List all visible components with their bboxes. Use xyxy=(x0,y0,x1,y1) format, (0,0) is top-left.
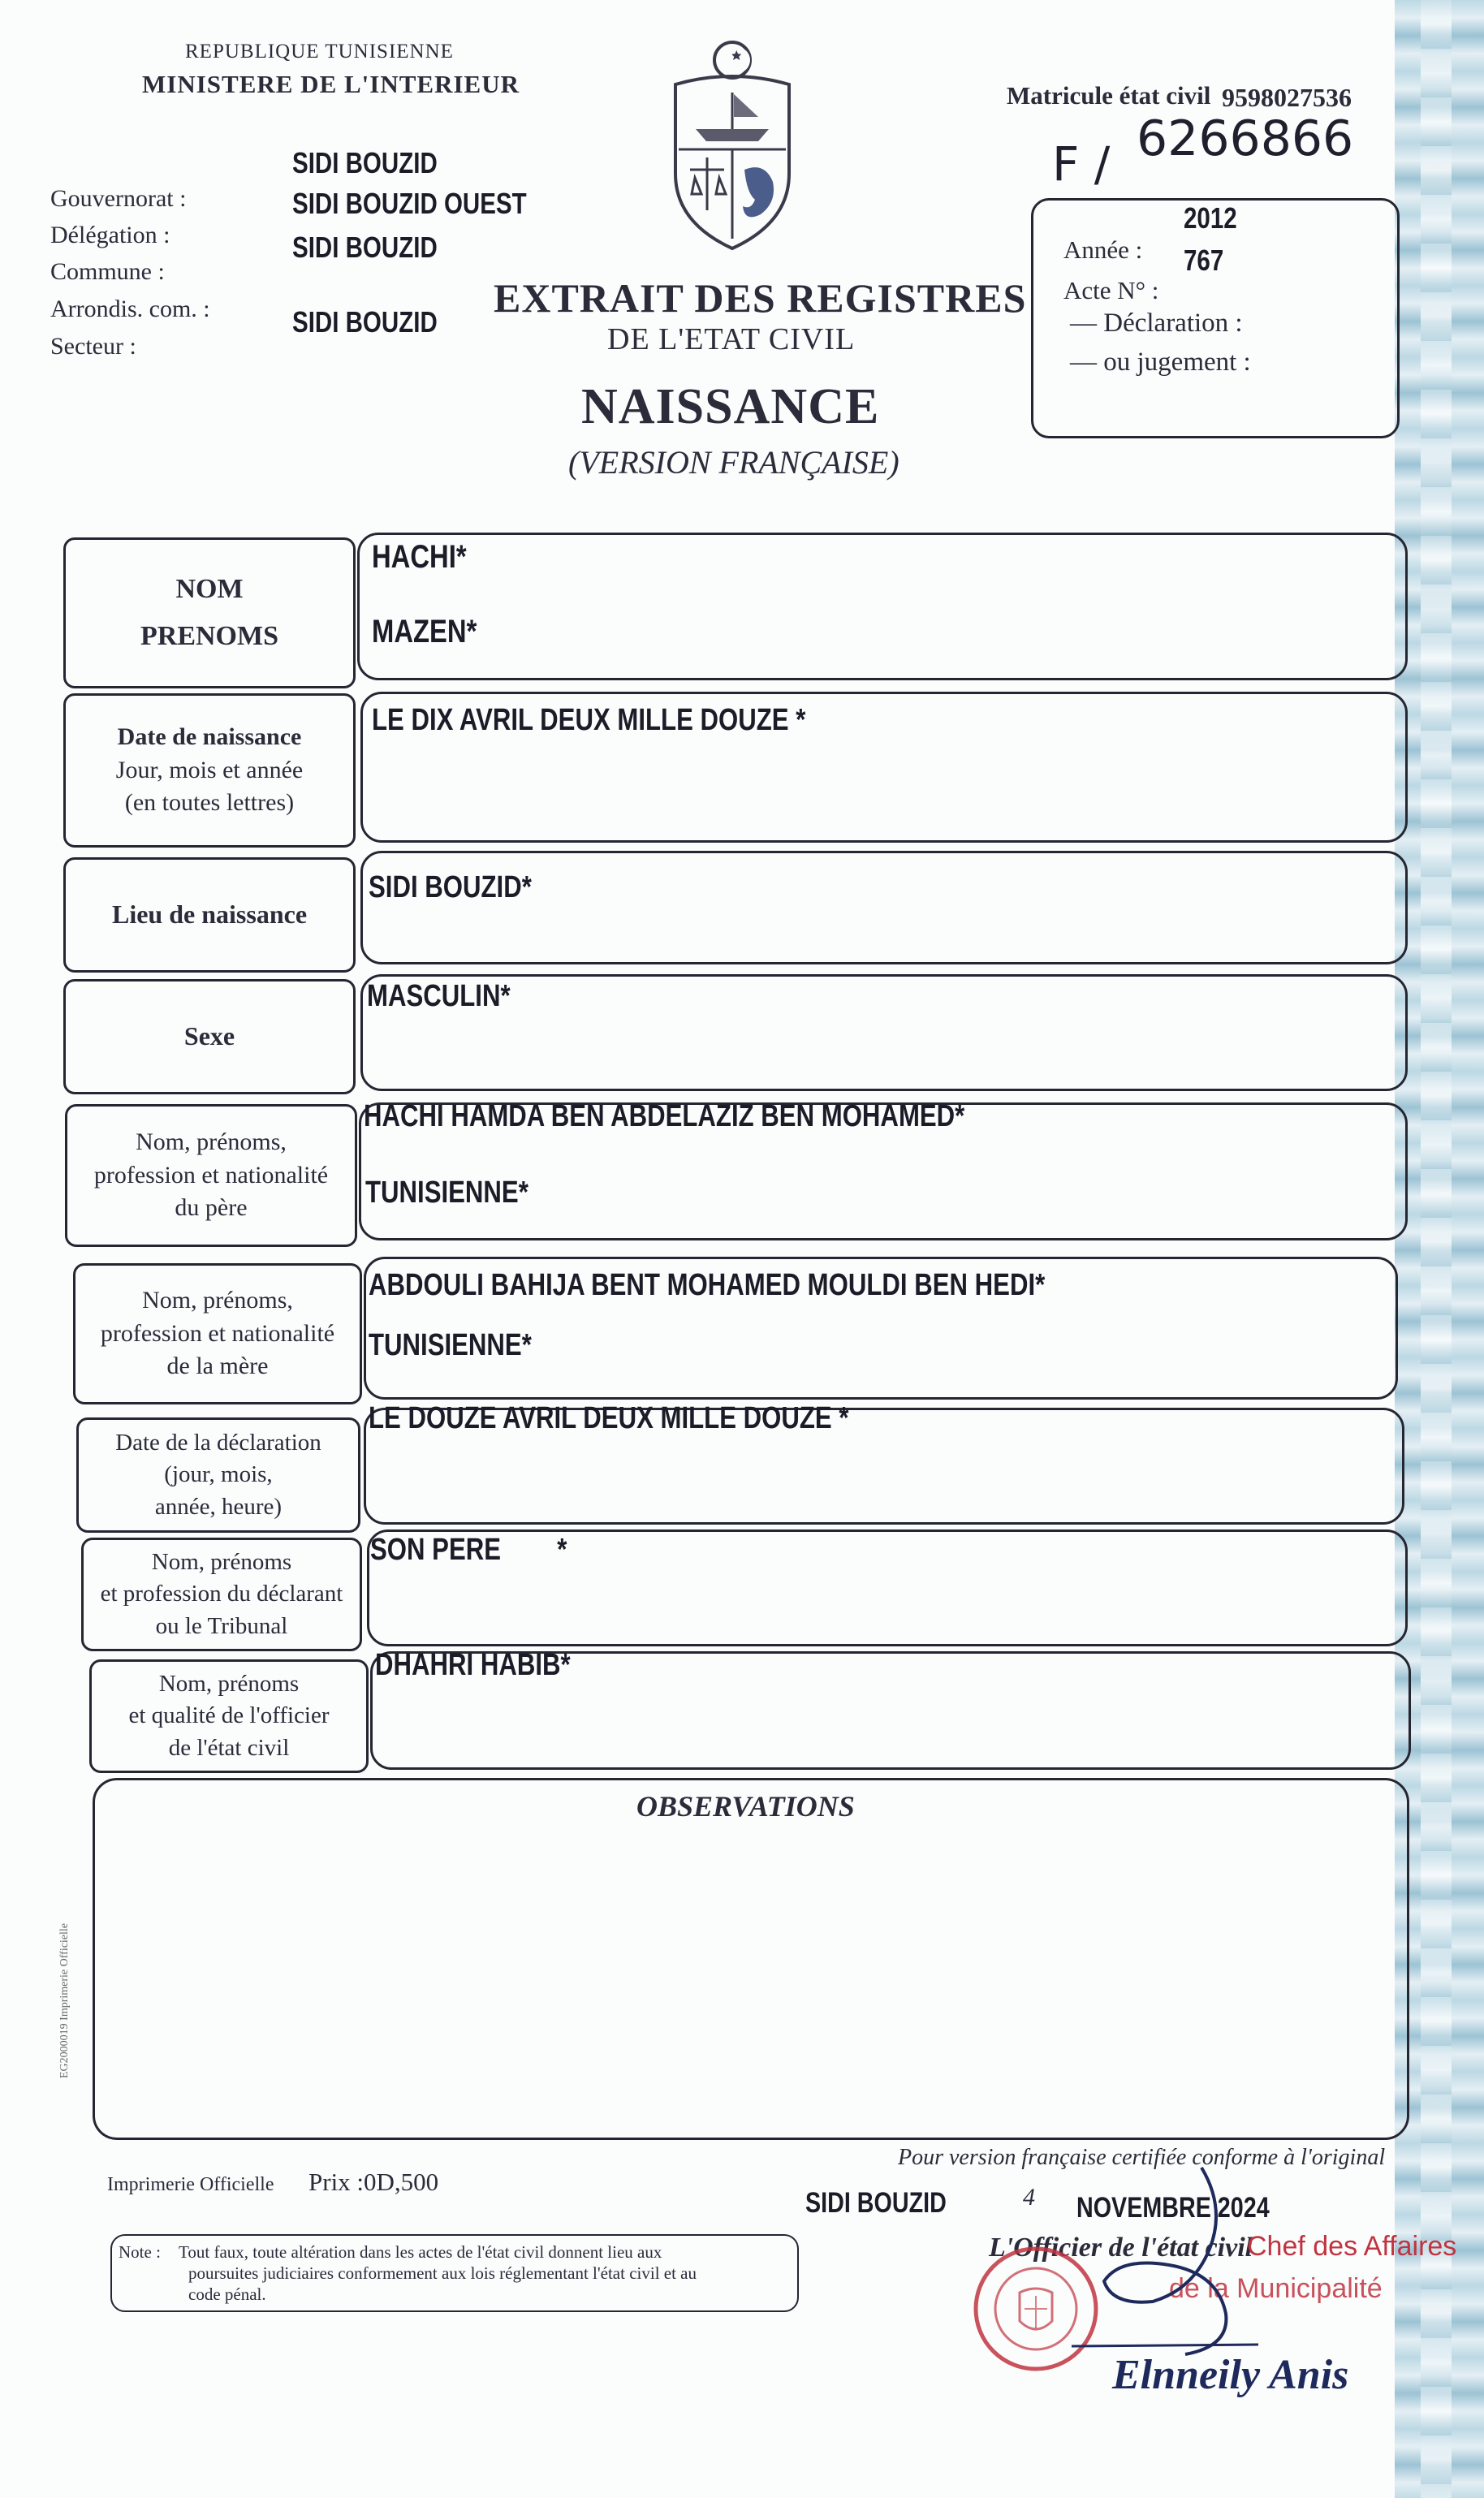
gouvernorat-label: Gouvernorat : xyxy=(50,185,187,212)
declaration-value: LE DOUZE AVRIL DEUX MILLE DOUZE * xyxy=(369,1401,849,1435)
mere-label-box xyxy=(73,1263,362,1404)
declarant-label1: Nom, prénoms xyxy=(151,1549,292,1576)
jugement-label: — ou jugement : xyxy=(1070,347,1251,377)
officer-title-line1: L'Officier de l'état civil xyxy=(989,2233,1253,2263)
pere-label1: Nom, prénoms, xyxy=(136,1128,287,1156)
date-naissance-label1: Date de naissance xyxy=(117,723,302,751)
prix-label: Prix :0D,500 xyxy=(308,2168,439,2196)
date-naissance-label-box xyxy=(63,693,356,848)
arrondis-value: SIDI BOUZID xyxy=(292,305,438,339)
declaration-label-box xyxy=(76,1417,360,1533)
gouvernorat-value: SIDI BOUZID xyxy=(292,146,438,179)
mere-label1: Nom, prénoms, xyxy=(142,1287,293,1314)
pere-value1: HACHI HAMDA BEN ABDELAZIZ BEN MOHAMED* xyxy=(364,1099,965,1133)
note-label: Note : xyxy=(119,2242,161,2262)
title-line2: DE L'ETAT CIVIL xyxy=(607,322,856,356)
declarant-label3: ou le Tribunal xyxy=(155,1612,288,1639)
imprimerie-label: Imprimerie Officielle xyxy=(107,2174,274,2195)
officer-signature: Elnneily Anis xyxy=(1112,2352,1349,2398)
lieu-label-box xyxy=(63,857,356,973)
declaration-label1: Date de la déclaration xyxy=(115,1430,321,1456)
officer-title-line2: Chef des Affaires xyxy=(1247,2231,1457,2262)
nom-label: NOM xyxy=(175,574,244,605)
officier-label1: Nom, prénoms xyxy=(158,1671,300,1698)
prenoms-label: PRENOMS xyxy=(140,621,278,651)
pere-label2: profession et nationalité xyxy=(93,1161,329,1189)
declaration-label3: année, heure) xyxy=(154,1493,283,1520)
mere-label3: de la mère xyxy=(166,1353,269,1380)
mere-value1: ABDOULI BAHIJA BENT MOHAMED MOULDI BEN HEDI* xyxy=(369,1268,1046,1302)
secteur-label: Secteur : xyxy=(50,333,136,360)
commune-label: Commune : xyxy=(50,258,165,285)
place-value: SIDI BOUZID xyxy=(805,2187,947,2219)
date-naissance-label2: Jour, mois et année xyxy=(115,756,304,783)
lieu-value-box xyxy=(360,851,1408,964)
nom-value: HACHI* xyxy=(372,539,467,575)
declaration-label: — Déclaration : xyxy=(1070,308,1243,338)
lieu-value: SIDI BOUZID* xyxy=(369,870,532,904)
signature-strokes xyxy=(1055,2159,1266,2362)
coat-of-arms-emblem xyxy=(667,36,797,255)
officier-label-box xyxy=(89,1659,369,1773)
observations-label: OBSERVATIONS xyxy=(636,1790,855,1823)
annee-value: 2012 xyxy=(1184,201,1237,235)
sexe-value-box xyxy=(360,974,1408,1091)
matricule-value: 9598027536 xyxy=(1222,83,1352,112)
delegation-value: SIDI BOUZID OUEST xyxy=(292,187,527,220)
sexe-value: MASCULIN* xyxy=(367,979,511,1013)
date-value: NOVEMBRE 2024 xyxy=(1076,2192,1270,2224)
note-text-line2: poursuites judiciaires conformement aux lois réglementant l'état civil et au xyxy=(188,2263,697,2283)
serial-number: 6266866 xyxy=(1137,110,1354,167)
acte-label: Acte N° : xyxy=(1063,276,1159,304)
nom-prenoms-value-box xyxy=(357,533,1408,680)
acte-value: 767 xyxy=(1184,244,1224,277)
officier-value: DHAHRI HABIB* xyxy=(375,1648,571,1682)
lieu-label: Lieu de naissance xyxy=(111,900,308,930)
sexe-label-box xyxy=(63,979,356,1094)
note-text-line1: Tout faux, toute altération dans les actes de l'état civil donnent lieu aux xyxy=(179,2242,662,2262)
pere-label3: du père xyxy=(175,1194,248,1222)
date-naissance-value: LE DIX AVRIL DEUX MILLE DOUZE * xyxy=(372,703,806,737)
officier-label3: de l'état civil xyxy=(168,1734,290,1761)
officier-label2: et qualité de l'officier xyxy=(128,1702,330,1729)
version-label: (VERSION FRANÇAISE) xyxy=(568,444,899,481)
document-type: NAISSANCE xyxy=(581,379,880,434)
commune-value: SIDI BOUZID xyxy=(292,231,438,264)
pere-value2: TUNISIENNE* xyxy=(365,1176,528,1210)
certified-text: Pour version française certifiée conforme à l'original xyxy=(898,2145,1386,2170)
sexe-label: Sexe xyxy=(183,1021,235,1051)
declarant-value: SON PERE * xyxy=(370,1533,567,1567)
prenoms-value: MAZEN* xyxy=(372,614,477,649)
date-naissance-label3: (en toutes lettres) xyxy=(124,789,295,817)
annee-label: Année : xyxy=(1063,235,1143,264)
observations-box xyxy=(93,1778,1409,2140)
republic-label: REPUBLIQUE TUNISIENNE xyxy=(185,41,454,63)
nom-prenoms-label-box xyxy=(63,537,356,688)
matricule-label: Matricule état civil xyxy=(1007,81,1211,110)
title-line1: EXTRAIT DES REGISTRES xyxy=(494,275,1027,321)
arrondis-label: Arrondis. com. : xyxy=(50,296,210,322)
pere-label-box xyxy=(65,1104,357,1247)
declarant-label2: et profession du déclarant xyxy=(100,1581,343,1607)
note-text-line3: code pénal. xyxy=(188,2284,266,2304)
declarant-label-box xyxy=(81,1538,362,1651)
mere-label2: profession et nationalité xyxy=(100,1319,335,1347)
serial-prefix: F / xyxy=(1052,136,1111,192)
delegation-label: Délégation : xyxy=(50,222,170,248)
side-print-code: EG2000019 Imprimerie Officielle xyxy=(58,1922,71,2078)
decorative-border-inner xyxy=(1421,0,1452,2498)
day-value: 4 xyxy=(1023,2184,1035,2211)
officer-title-line3: de la Municipalité xyxy=(1169,2273,1383,2304)
mere-value2: TUNISIENNE* xyxy=(369,1328,532,1362)
declaration-label2: (jour, mois, xyxy=(164,1461,273,1488)
ministry-label: MINISTERE DE L'INTERIEUR xyxy=(142,70,520,98)
